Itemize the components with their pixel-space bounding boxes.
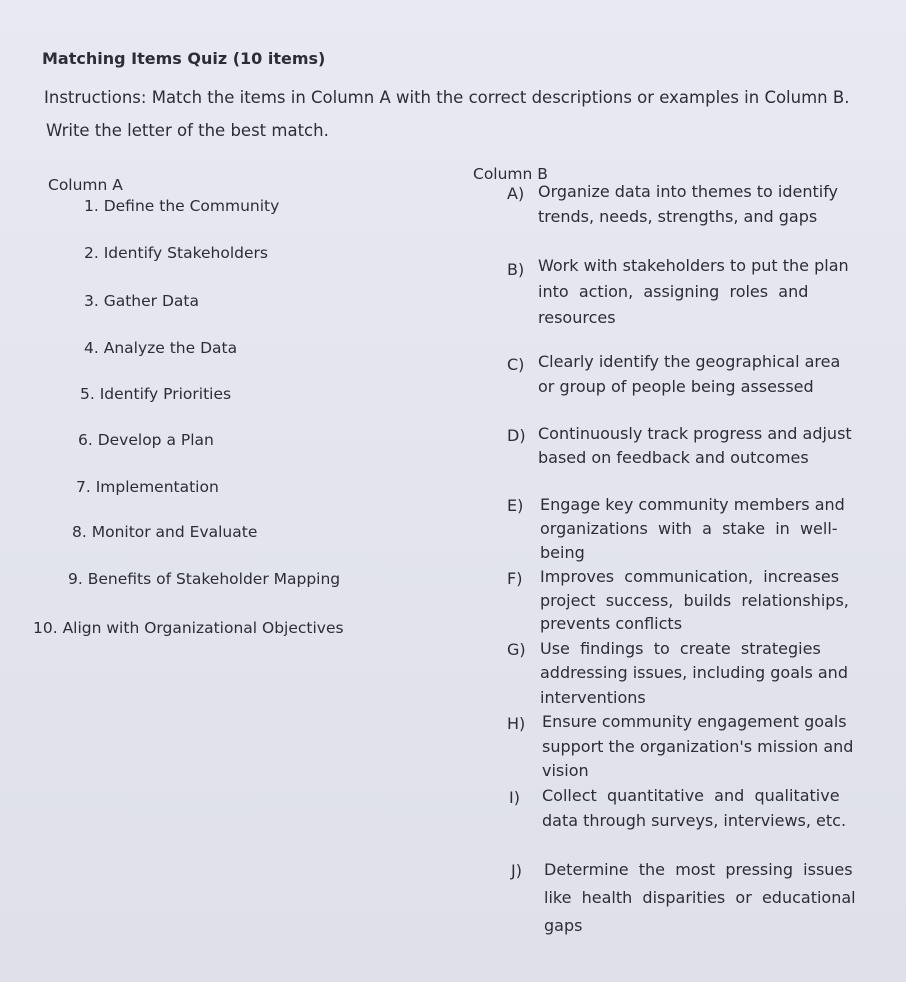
- column-b-line: gaps: [544, 916, 583, 935]
- column-b-line: Improves communication, increases: [540, 567, 840, 586]
- column-a-item: 9. Benefits of Stakeholder Mapping: [68, 570, 341, 588]
- quiz-title: Matching Items Quiz (10 items): [42, 49, 326, 68]
- column-b-line: addressing issues, including goals and: [540, 663, 848, 682]
- column-b-line: trends, needs, strengths, and gaps: [538, 207, 818, 226]
- column-b-heading: Column B: [473, 165, 548, 183]
- column-a-item: 1. Define the Community: [84, 197, 280, 215]
- column-b-line: being: [540, 543, 585, 562]
- column-a-item: 4. Analyze the Data: [84, 339, 238, 357]
- column-b-letter: B): [507, 260, 525, 279]
- column-b-line: like health disparities or educational: [544, 888, 856, 907]
- column-b-line: vision: [542, 761, 589, 780]
- column-b-line: Continuously track progress and adjust: [538, 424, 852, 443]
- column-a-item: 8. Monitor and Evaluate: [72, 523, 258, 541]
- column-b-letter: A): [507, 184, 525, 203]
- column-b-line: support the organization's mission and: [542, 737, 854, 756]
- column-b-letter: H): [507, 714, 526, 733]
- column-b-line: based on feedback and outcomes: [538, 448, 809, 467]
- column-b-line: organizations with a stake in well-: [540, 519, 838, 538]
- column-a-item: 3. Gather Data: [84, 292, 199, 310]
- column-a-item: 5. Identify Priorities: [80, 385, 232, 403]
- column-b-letter: I): [509, 788, 520, 807]
- instructions-line-2: Write the letter of the best match.: [46, 121, 329, 140]
- column-b-letter: D): [507, 426, 526, 445]
- column-b-letter: E): [507, 496, 524, 515]
- instructions-line-1: Instructions: Match the items in Column A with the correct descriptions or examples in Column B.: [44, 88, 850, 107]
- column-b-line: Organize data into themes to identify: [538, 182, 839, 201]
- column-a-item: 10. Align with Organizational Objectives: [33, 619, 344, 637]
- column-b-letter: J): [511, 861, 522, 880]
- column-b-letter: G): [507, 640, 526, 659]
- column-a-heading: Column A: [48, 176, 123, 194]
- column-b-letter: C): [507, 355, 525, 374]
- column-a-item: 6. Develop a Plan: [78, 431, 214, 449]
- column-b-line: interventions: [540, 688, 646, 707]
- column-b-line: Clearly identify the geographical area: [538, 352, 841, 371]
- column-b-line: Work with stakeholders to put the plan: [538, 256, 849, 275]
- column-b-letter: F): [507, 569, 523, 588]
- column-b-line: into action, assigning roles and: [538, 282, 809, 301]
- column-b-line: Determine the most pressing issues: [544, 860, 853, 879]
- column-b-line: prevents conflicts: [540, 614, 683, 633]
- column-b-line: Use findings to create strategies: [540, 639, 821, 658]
- column-b-line: data through surveys, interviews, etc.: [542, 811, 847, 830]
- column-b-line: Collect quantitative and qualitative: [542, 786, 840, 805]
- column-b-line: resources: [538, 308, 616, 327]
- column-b-line: or group of people being assessed: [538, 377, 814, 396]
- column-a-item: 7. Implementation: [76, 478, 219, 496]
- column-b-line: Ensure community engagement goals: [542, 712, 847, 731]
- column-b-line: Engage key community members and: [540, 495, 845, 514]
- column-a-item: 2. Identify Stakeholders: [84, 244, 268, 262]
- column-b-line: project success, builds relationships,: [540, 591, 849, 610]
